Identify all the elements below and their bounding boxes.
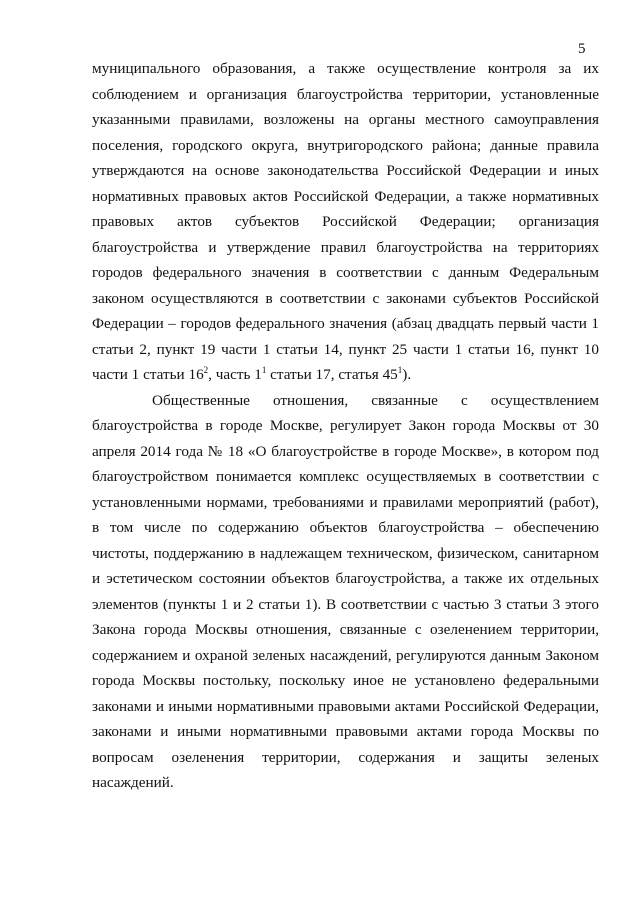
text-line: благоустройства в городе Москве, регулирует Закон города Москвы от 30 <box>92 417 599 434</box>
text-line: нормативных правовых актов Российской Федерации, а также нормативных <box>92 187 599 205</box>
page-number: 5 <box>578 41 586 57</box>
text-line: соблюдением и организация благоустройства территории, установленные <box>92 85 599 103</box>
text-line: благоустройства и утверждение правил благоустройства на территориях <box>92 238 599 256</box>
text-line: законами и иными нормативными правовыми актами Российской Федерации, <box>92 697 599 715</box>
text-line: вопросам озеленения территории, содержания и защиты зеленых <box>92 748 599 766</box>
text-line: Федерации – городов федерального значения (абзац двадцать первый части 1 <box>92 315 599 332</box>
text-line: апреля 2014 года № 18 «О благоустройстве в городе Москве», в котором под <box>92 442 599 460</box>
text-segment: ). <box>402 366 412 383</box>
text-segment: статьи 17, статья 45 <box>266 366 398 383</box>
text-line: законом осуществляются в соответствии с законами субъектов Российской <box>92 289 599 307</box>
text-line: насаждений. <box>92 774 174 791</box>
superscript: 1 <box>397 365 403 375</box>
text-line: чистоты, поддержанию в надлежащем техническом, физическом, санитарном <box>92 544 599 562</box>
text-line: в том числе по содержанию объектов благоустройства – обеспечению <box>92 519 599 536</box>
text-line: городов федерального значения в соответствии с данным Федеральным <box>92 264 599 281</box>
text-segment: , часть 1 <box>208 366 262 383</box>
text-line: благоустройством понимается комплекс осуществляемых в соответствии с <box>92 468 599 485</box>
text-segment: части 1 статьи 16 <box>92 366 204 383</box>
text-line: Общественные отношения, связанные с осуществлением <box>152 391 599 409</box>
text-line: элементов (пункты 1 и 2 статьи 1). В соответствии с частью 3 статьи 3 этого <box>92 595 599 613</box>
paragraph-2 <box>92 388 599 796</box>
text-line: законами и иными нормативными правовыми актами города Москвы по <box>92 723 599 740</box>
text-line: поселения, городского округа, внутригородского района; данные правила <box>92 136 599 154</box>
text-line: указанными правилами, возложены на органы местного самоуправления <box>92 111 599 128</box>
text-line: статьи 2, пункт 19 части 1 статьи 14, пункт 25 части 1 статьи 16, пункт 10 <box>92 340 599 358</box>
text-line: утверждаются на основе законодательства Российской Федерации и иных <box>92 162 599 179</box>
text-line-with-superscripts <box>92 362 599 388</box>
text-line: правовых актов субъектов Российской Федерации; организация <box>92 213 599 230</box>
superscript: 2 <box>203 365 209 375</box>
paragraph-1 <box>92 56 599 388</box>
text-line: муниципального образования, а также осуществление контроля за их <box>92 60 599 77</box>
text-line: содержанием и охраной зеленых насаждений, регулируются данным Законом <box>92 646 599 664</box>
text-line: установленными нормами, требованиями и правилами мероприятий (работ), <box>92 493 599 511</box>
superscript: 1 <box>261 365 267 375</box>
document-body <box>92 56 599 796</box>
text-line: Закона города Москвы отношения, связанные с озеленением территории, <box>92 621 599 638</box>
text-line: и эстетическом состоянии объектов благоустройства, а также их отдельных <box>92 570 599 587</box>
text-line: города Москвы постольку, поскольку иное не установлено федеральными <box>92 672 599 689</box>
